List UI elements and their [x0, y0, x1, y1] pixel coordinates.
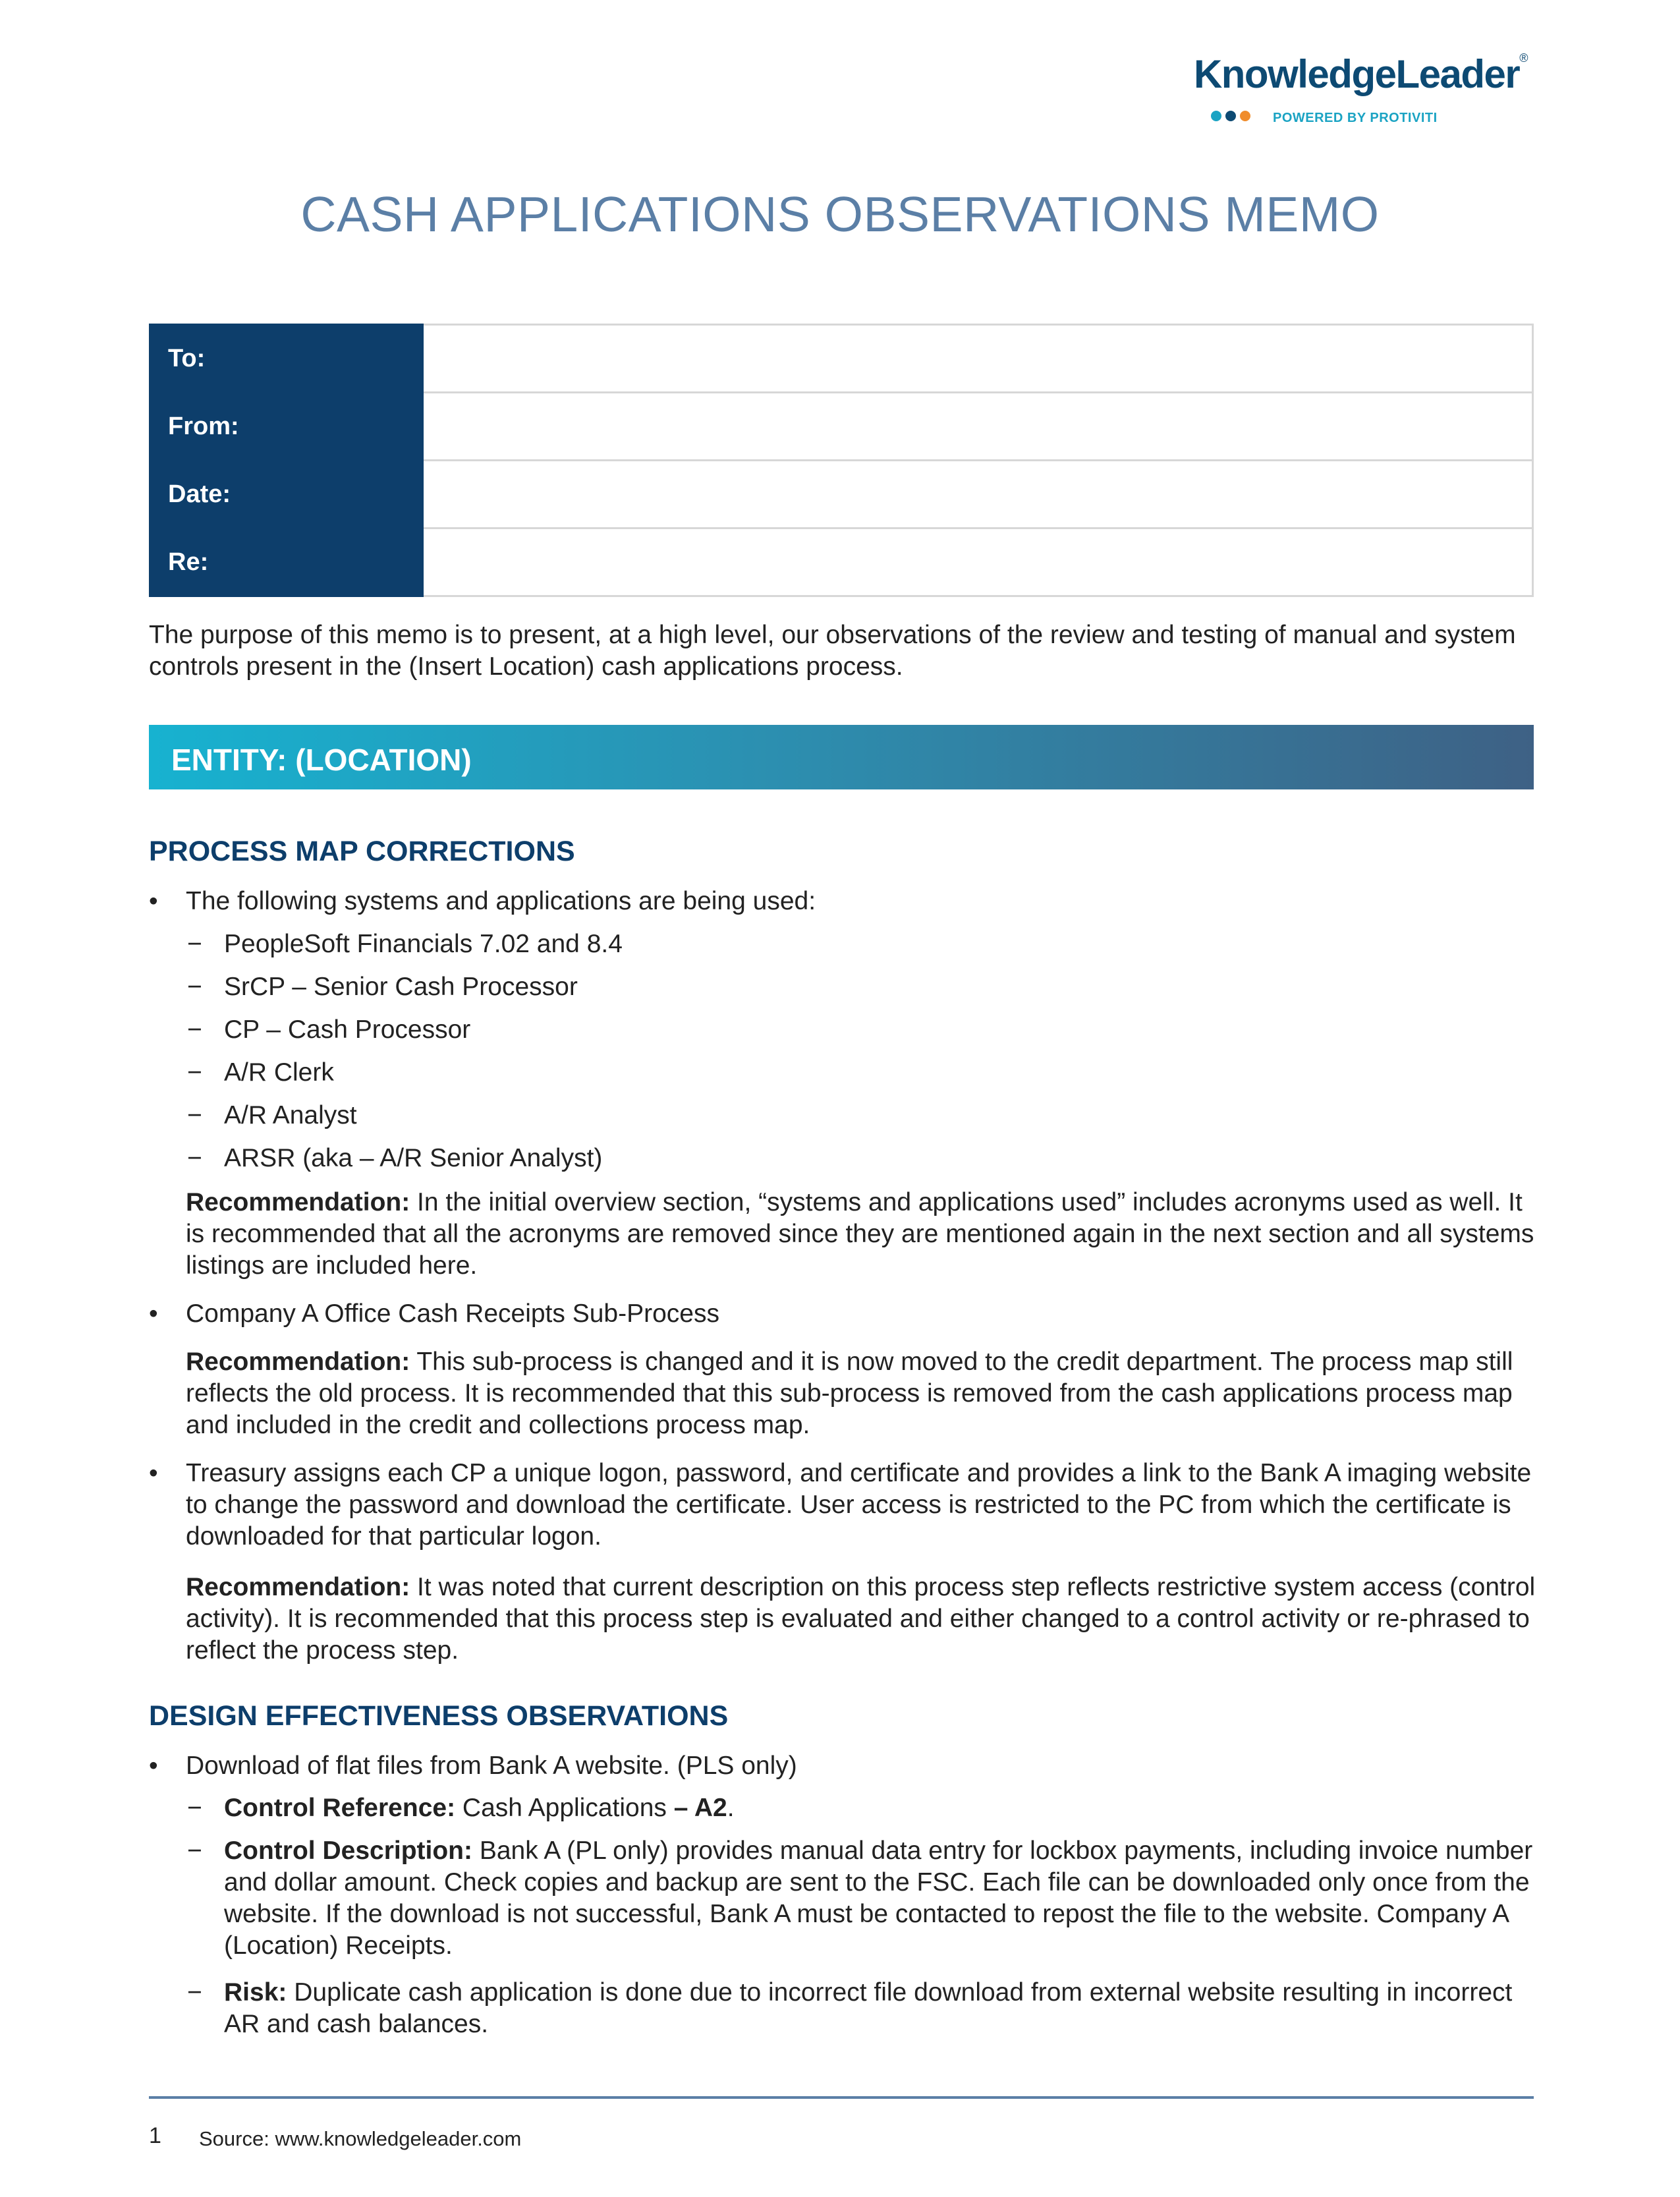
system-text: ARSR (aka – A/R Senior Analyst) — [224, 1144, 603, 1172]
memo-row-to — [150, 325, 1533, 393]
control-reference-code: – A2 — [673, 1794, 727, 1822]
bullet-icon: • — [149, 1752, 158, 1780]
memo-header-table — [149, 324, 1534, 597]
bullet-text: Download of flat files from Bank A website. (PLS only) — [186, 1752, 797, 1780]
system-item — [187, 1057, 334, 1089]
page-number: 1 — [149, 2123, 161, 2148]
memo-row-from — [150, 393, 1533, 461]
logo-dot-2 — [1225, 111, 1236, 121]
intro-paragraph: The purpose of this memo is to present, at a high level, our observations of the review and testing of manual and system controls present in the (Insert Location) cash applications process. — [149, 621, 1516, 681]
bullet-icon: • — [149, 1459, 158, 1487]
control-reference-label: Control Reference: — [224, 1794, 456, 1822]
date-field[interactable] — [423, 461, 1533, 528]
dash-icon: − — [187, 1978, 202, 2007]
bullet-text: Company A Office Cash Receipts Sub-Process — [186, 1299, 719, 1328]
recommendation-3 — [186, 1572, 1536, 1667]
dash-icon: − — [187, 1837, 202, 1865]
recommendation-label: Recommendation: — [186, 1188, 410, 1216]
recommendation-text: This sub-process is changed and it is now moved to the credit department. The process map still reflects the old process. It is recommended that this sub-process is removed from the cash applications process map and included in the credit and collections process map. — [186, 1348, 1513, 1439]
list-item — [149, 1298, 1530, 1330]
memo-row-date — [150, 461, 1533, 528]
list-item — [149, 1458, 1536, 1553]
design-effectiveness-heading: DESIGN EFFECTIVENESS OBSERVATIONS — [149, 1700, 729, 1732]
risk-label: Risk: — [224, 1978, 287, 2007]
risk-item — [187, 1977, 1538, 2040]
list-item — [149, 886, 1530, 917]
memo-row-re — [150, 528, 1533, 596]
dash-icon: − — [187, 1058, 202, 1087]
from-label: From: — [150, 393, 423, 461]
logo-tagline: POWERED BY PROTIVITI — [1273, 111, 1438, 125]
re-label: Re: — [150, 528, 423, 596]
to-label: To: — [150, 325, 423, 393]
registered-mark: ® — [1519, 51, 1527, 65]
entity-banner — [149, 725, 1534, 789]
logo-wordmark — [1194, 51, 1527, 97]
logo-dot-3 — [1240, 111, 1250, 121]
from-field[interactable] — [423, 393, 1533, 461]
system-item — [187, 928, 623, 960]
recommendation-1 — [186, 1187, 1536, 1282]
control-description-item — [187, 1835, 1538, 1962]
process-map-heading: PROCESS MAP CORRECTIONS — [149, 836, 575, 867]
system-item — [187, 1100, 357, 1131]
bullet-icon: • — [149, 1299, 158, 1328]
to-field[interactable] — [423, 325, 1533, 393]
bullet-icon: • — [149, 887, 158, 915]
dash-icon: − — [187, 930, 202, 958]
recommendation-label: Recommendation: — [186, 1573, 410, 1601]
dash-icon: − — [187, 1101, 202, 1129]
recommendation-label: Recommendation: — [186, 1348, 410, 1376]
recommendation-text: In the initial overview section, “systems and applications used” includes acronyms used as well. It is recommended that all the acronyms are removed since they are mentioned again in the next section and all systems listings are included here. — [186, 1188, 1534, 1280]
control-reference-item — [187, 1792, 1535, 1824]
footer-divider — [149, 2096, 1534, 2099]
recommendation-text: It was noted that current description on this process step reflects restrictive system access (control activity). It is recommended that this process step is evaluated and either changed to a control activity or re-phrased to reflect the process step. — [186, 1573, 1536, 1665]
dash-icon: − — [187, 1015, 202, 1044]
system-text: A/R Analyst — [224, 1101, 357, 1129]
control-reference-text: Cash Applications — [455, 1794, 674, 1822]
system-text: CP – Cash Processor — [224, 1015, 471, 1044]
recommendation-2 — [186, 1346, 1536, 1441]
system-text: SrCP – Senior Cash Processor — [224, 973, 578, 1001]
logo-dot-1 — [1211, 111, 1221, 121]
risk-text: Duplicate cash application is done due to incorrect file download from external website resulting in incorrect AR and cash balances. — [224, 1978, 1513, 2038]
bullet-text: Treasury assigns each CP a unique logon, password, and certificate and provides a link to the Bank A imaging website to change the password and download the certificate. User access is restricted to the PC from which the certificate is downloaded for that particular logon. — [186, 1459, 1532, 1551]
bullet-text: The following systems and applications are being used: — [186, 887, 816, 915]
entity-title: ENTITY: (LOCATION) — [171, 743, 472, 777]
control-description-text: Bank A (PL only) provides manual data entry for lockbox payments, including invoice number and dollar amount. Check copies and backup are sent to the FSC. Each file can be downloaded only once from the website. If the download is not successful, Bank A must be contacted to repost the file to the website. Company A (Location) Receipts. — [224, 1837, 1533, 1960]
footer-source: Source: www.knowledgeleader.com — [199, 2127, 522, 2150]
list-item — [149, 1750, 1530, 1782]
page-title: CASH APPLICATIONS OBSERVATIONS MEMO — [300, 186, 1380, 242]
re-field[interactable] — [423, 528, 1533, 596]
dash-icon: − — [187, 1794, 202, 1822]
system-text: PeopleSoft Financials 7.02 and 8.4 — [224, 930, 623, 958]
date-label: Date: — [150, 461, 423, 528]
control-reference-end: . — [727, 1794, 735, 1822]
system-text: A/R Clerk — [224, 1058, 334, 1087]
dash-icon: − — [187, 973, 202, 1001]
knowledgeleader-logo — [1193, 51, 1527, 130]
system-item — [187, 971, 578, 1003]
dash-icon: − — [187, 1144, 202, 1172]
logo-brand-text: KnowledgeLeader — [1193, 52, 1520, 96]
control-description-label: Control Description: — [224, 1837, 472, 1865]
system-item — [187, 1014, 471, 1046]
logo-dots-icon — [1211, 111, 1250, 125]
system-item — [187, 1143, 603, 1174]
